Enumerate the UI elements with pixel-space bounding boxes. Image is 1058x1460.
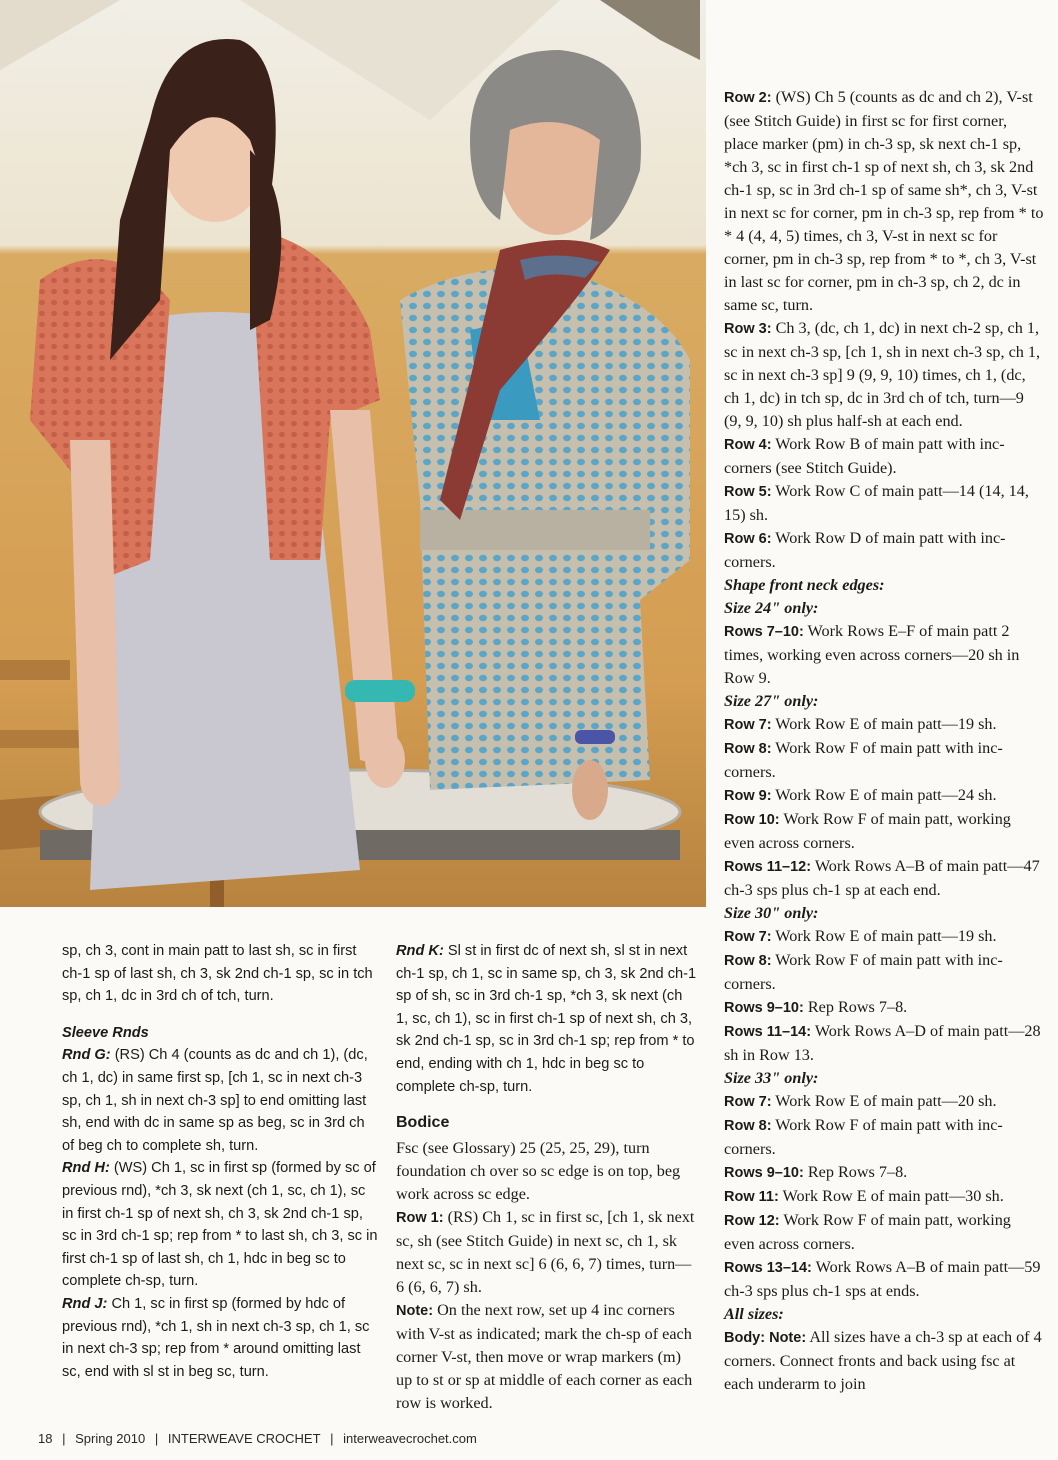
rnd-h-text: (WS) Ch 1, sc in first sp (formed by sc of previous rnd), *ch 3, sk next (ch 1, sc, ch 1), sc in first ch-1 sp of next sh, ch 3, sk 2nd ch-1 sp, sc in 3rd ch-1 sp; rep from * to last sh, ch 3, sc in first ch-1 sp of last sh, ch 1, hdc in beg sc to complete ch-sp, turn. bbox=[62, 1160, 378, 1290]
row-6-paragraph bbox=[724, 527, 1044, 574]
s33-row-7 bbox=[724, 1090, 1044, 1114]
row-6-label: Row 6: bbox=[724, 531, 772, 547]
s27-rows-11-12-text: Work Rows A–B of main patt—47 ch-3 sps plus ch-1 sp at each end. bbox=[724, 857, 1040, 899]
s33-rows-9-10 bbox=[724, 1161, 1044, 1185]
body-note-text: All sizes have a ch-3 sp at each of 4 corners. Connect fronts and back using fsc at each underarm to join bbox=[724, 1328, 1042, 1393]
note-text: On the next row, set up 4 inc corners with V-st as indicated; mark the ch-sp of each corner V-st, then move or wrap markers (m) up to st or sp at middle of each corner as each row is worked. bbox=[396, 1300, 693, 1412]
rnd-h-label: Rnd H: bbox=[62, 1160, 110, 1177]
s30-row-8-text: Work Row F of main patt with inc-corners. bbox=[724, 951, 1003, 993]
s30-rows-9-10-text: Rep Rows 7–8. bbox=[803, 998, 908, 1016]
left-column bbox=[62, 940, 380, 1383]
row-5-label: Row 5: bbox=[724, 484, 772, 500]
row-3-label: Row 3: bbox=[724, 321, 772, 337]
body-note-label: Body: Note: bbox=[724, 1330, 807, 1346]
row-2-text: (WS) Ch 5 (counts as dc and ch 2), V-st (see Stitch Guide) in first sc for first corner, place marker (pm) in ch-3 sp, sk next ch-1 sp, *ch 3, sc in first ch-1 sp of next sh, ch 3, sk 2nd ch-1 sp, sc in 3rd ch-1 sp of same sh*, ch 3, V-st in next sc for corner, pm in ch-3 sp, rep from * to * 4 (4, 4, 5) times, ch 3, V-st in next sc for corner, pm in ch-3 sp, rep from * to *, ch 3, V-st in last sc for corner, pm in ch-3 sp, ch 2, dc in same sc, turn. bbox=[724, 88, 1044, 314]
size-30-heading: Size 30" only: bbox=[724, 904, 819, 922]
s30-row-7 bbox=[724, 925, 1044, 949]
photo-two-women-crochet-cardigans bbox=[0, 0, 706, 907]
right-column bbox=[724, 86, 1044, 1396]
bodice-paragraph: Fsc (see Glossary) 25 (25, 25, 29), turn foundation ch over so sc edge is on top, beg work across sc edge. bbox=[396, 1138, 681, 1203]
row-2-label: Row 2: bbox=[724, 90, 772, 106]
bodice-body bbox=[396, 1137, 698, 1415]
s30-row-8 bbox=[724, 949, 1044, 996]
s24-rows-7-10-label: Rows 7–10: bbox=[724, 624, 804, 640]
s33-row-11 bbox=[724, 1185, 1044, 1209]
page-number: 18 bbox=[38, 1431, 53, 1446]
footer-separator: | bbox=[330, 1431, 334, 1446]
s33-row-7-text: Work Row E of main patt—20 sh. bbox=[771, 1092, 997, 1110]
row-1-text: (RS) Ch 1, sc in first sc, [ch 1, sk next sc, sh (see Stitch Guide) in next sc, ch 1, sk next sc, sc in next sc] 6 (6, 6, 7) times, turn—6 (6, 6, 7) sh. bbox=[396, 1207, 695, 1296]
continuation-paragraph: sp, ch 3, cont in main patt to last sh, sc in first ch-1 sp of last sh, ch 3, sk 2nd ch-1 sp, sc in tch sp, ch 1, dc in 3rd ch of tch, turn. bbox=[62, 943, 373, 1005]
rnd-g-paragraph bbox=[62, 1044, 380, 1157]
s30-rows-9-10-label: Rows 9–10: bbox=[724, 1000, 804, 1016]
s30-row-7-text: Work Row E of main patt—19 sh. bbox=[771, 927, 997, 945]
body-note-paragraph bbox=[724, 1326, 1044, 1396]
row-1-paragraph bbox=[396, 1206, 698, 1299]
s33-rows-13-14-label: Rows 13–14: bbox=[724, 1260, 812, 1276]
rnd-k-text: Sl st in first dc of next sh, sl st in next ch-1 sp, ch 1, sc in same sp, ch 3, sk 2nd ch-1 sp of sh, sc in 3rd ch-1 sp, *ch 3, sk next (ch 1, sc, ch 1), sc in first ch-1 sp of next sh, ch 3, sk 2nd ch-1 sp, sc in 3rd ch-1 sp; rep from * to end, ending with ch 1, hdc in beg sc to complete ch-sp, turn. bbox=[396, 943, 697, 1095]
rnd-g-label: Rnd G: bbox=[62, 1047, 111, 1064]
magazine-name: INTERWEAVE CROCHET bbox=[167, 1431, 321, 1446]
s33-row-7-label: Row 7: bbox=[724, 1094, 772, 1110]
issue-label: Spring 2010 bbox=[75, 1431, 146, 1446]
shape-neck-heading: Shape front neck edges: bbox=[724, 576, 885, 594]
page-footer bbox=[38, 1431, 483, 1446]
s33-rows-13-14 bbox=[724, 1256, 1044, 1303]
s33-rows-9-10-text: Rep Rows 7–8. bbox=[803, 1163, 908, 1181]
s33-row-8 bbox=[724, 1114, 1044, 1161]
note-paragraph bbox=[396, 1299, 698, 1415]
s27-row-7-label: Row 7: bbox=[724, 717, 772, 733]
sleeve-rnds-heading: Sleeve Rnds bbox=[62, 1024, 149, 1041]
s27-rows-11-12 bbox=[724, 855, 1044, 902]
s33-rows-9-10-label: Rows 9–10: bbox=[724, 1165, 804, 1181]
s27-row-7 bbox=[724, 713, 1044, 737]
s27-row-8-label: Row 8: bbox=[724, 741, 772, 757]
s30-row-8-label: Row 8: bbox=[724, 953, 772, 969]
row-1-label: Row 1: bbox=[396, 1209, 444, 1226]
s33-row-11-label: Row 11: bbox=[724, 1189, 779, 1205]
row-3-text: Ch 3, (dc, ch 1, dc) in next ch-2 sp, ch 1, sc in next ch-3 sp, [ch 1, sh in next ch-3 sp, ch 1, sc in next ch-3 sp] 9 (9, 9, 10) times, ch 1, (dc, ch 1, dc) in tch sp, dc in 3rd ch of tch, turn—9 (9, 9, 10) sh plus half-sh at each end. bbox=[724, 319, 1041, 430]
footer-separator: | bbox=[62, 1431, 66, 1446]
bodice-heading: Bodice bbox=[396, 1114, 450, 1132]
row-3-paragraph bbox=[724, 317, 1044, 433]
s30-row-7-label: Row 7: bbox=[724, 929, 772, 945]
s27-row-10-text: Work Row F of main patt, working even across corners. bbox=[724, 810, 1011, 852]
s33-rows-13-14-text: Work Rows A–B of main patt—59 ch-3 sps plus ch-1 sps at ends. bbox=[724, 1258, 1041, 1300]
size-33-heading: Size 33" only: bbox=[724, 1069, 819, 1087]
s27-row-8-text: Work Row F of main patt with inc-corners. bbox=[724, 739, 1003, 781]
size-27-heading: Size 27" only: bbox=[724, 692, 819, 710]
size-24-heading: Size 24" only: bbox=[724, 599, 819, 617]
s27-row-7-text: Work Row E of main patt—19 sh. bbox=[771, 715, 997, 733]
footer-separator: | bbox=[154, 1431, 159, 1446]
s30-rows-11-14-text: Work Rows A–D of main patt—28 sh in Row 13. bbox=[724, 1022, 1041, 1064]
s33-row-12 bbox=[724, 1209, 1044, 1256]
row-4-text: Work Row B of main patt with inc-corners (see Stitch Guide). bbox=[724, 435, 1005, 477]
s30-rows-11-14 bbox=[724, 1020, 1044, 1067]
s24-rows-7-10-text: Work Rows E–F of main patt 2 times, working even across corners—20 sh in Row 9. bbox=[724, 622, 1020, 687]
s33-row-8-label: Row 8: bbox=[724, 1118, 772, 1134]
s27-row-9-text: Work Row E of main patt—24 sh. bbox=[771, 786, 997, 804]
s30-rows-9-10 bbox=[724, 996, 1044, 1020]
website-url: interweavecrochet.com bbox=[343, 1431, 477, 1446]
s27-rows-11-12-label: Rows 11–12: bbox=[724, 859, 812, 875]
s33-row-8-text: Work Row F of main patt with inc-corners. bbox=[724, 1116, 1003, 1158]
s27-row-8 bbox=[724, 737, 1044, 784]
s33-row-12-label: Row 12: bbox=[724, 1213, 780, 1229]
rnd-k-label: Rnd K: bbox=[396, 943, 444, 959]
all-sizes-heading: All sizes: bbox=[724, 1305, 784, 1323]
note-label: Note: bbox=[396, 1302, 434, 1319]
photo-illustration bbox=[0, 0, 706, 907]
s30-rows-11-14-label: Rows 11–14: bbox=[724, 1024, 812, 1040]
row-5-paragraph bbox=[724, 480, 1044, 527]
middle-column bbox=[396, 940, 698, 1415]
rnd-g-text: (RS) Ch 4 (counts as dc and ch 1), (dc, ch 1, dc) in same first sp, [ch 1, sc in next ch-3 sp, ch 1, sh in next ch-3 sp] to end omitting last sh, end with dc in same sp as beg, sc in 3rd ch of beg ch to complete sh, turn. bbox=[62, 1047, 368, 1154]
s27-row-10-label: Row 10: bbox=[724, 812, 780, 828]
rnd-h-paragraph bbox=[62, 1157, 380, 1293]
row-6-text: Work Row D of main patt with inc-corners. bbox=[724, 529, 1006, 571]
rnd-j-paragraph bbox=[62, 1293, 380, 1383]
rnd-j-label: Rnd J: bbox=[62, 1295, 108, 1312]
row-5-text: Work Row C of main patt—14 (14, 14, 15) sh. bbox=[724, 482, 1029, 524]
s33-row-12-text: Work Row F of main patt, working even across corners. bbox=[724, 1211, 1011, 1253]
row-4-label: Row 4: bbox=[724, 437, 772, 453]
s27-row-9-label: Row 9: bbox=[724, 788, 772, 804]
row-2-paragraph bbox=[724, 86, 1044, 317]
s33-row-11-text: Work Row E of main patt—30 sh. bbox=[778, 1187, 1004, 1205]
s27-row-10 bbox=[724, 808, 1044, 855]
s24-rows-7-10 bbox=[724, 620, 1044, 690]
s27-row-9 bbox=[724, 784, 1044, 808]
rnd-j-text: Ch 1, sc in first sp (formed by hdc of previous rnd), *ch 1, sh in next ch-3 sp, ch 1, sc in next ch-3 sp; rep from * around omitting last sc, end with sl st in beg sc, turn. bbox=[62, 1295, 370, 1380]
row-4-paragraph bbox=[724, 433, 1044, 480]
rnd-k-paragraph bbox=[396, 940, 698, 1098]
